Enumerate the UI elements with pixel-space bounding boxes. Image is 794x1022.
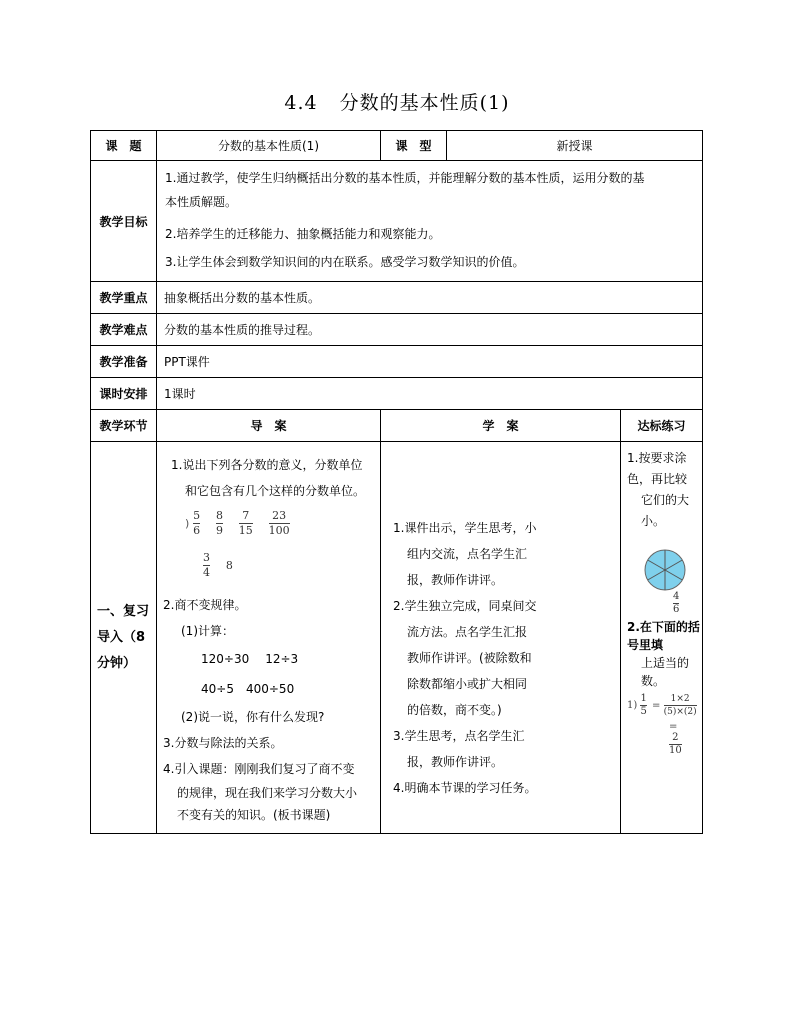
pie-chart: [627, 548, 702, 592]
study-item-line: 流方法。点名学生汇报: [407, 624, 528, 639]
eq-right: $\frac{2}{10}$: [669, 731, 682, 756]
study-item-line: 4.明确本节课的学习任务。: [393, 780, 537, 795]
practice-header: 达标练习: [621, 410, 703, 442]
fraction: $\frac{7}{15}$: [238, 509, 253, 537]
pie-fraction: $\frac{4}{6}$: [673, 591, 680, 615]
row2-extra: 8: [225, 559, 233, 572]
course-value: 分数的基本性质(1): [157, 131, 381, 161]
practice-p1-line: 1.按要求涂色，再比较: [627, 451, 688, 486]
guide-q3: 3.分数与除法的关系。: [163, 736, 283, 750]
goal-line: 3.让学生体会到数学知识间的内在联系。感受学习数学知识的价值。: [165, 255, 525, 269]
practice-p2-line: 2.在下面的括号里填: [627, 620, 700, 652]
practice-p1-line: 它们的大小。: [641, 493, 690, 528]
type-value: 新授课: [447, 131, 703, 161]
study-item-line: 组内交流，点名学生汇: [407, 546, 528, 561]
pie-icon: [643, 548, 687, 592]
study-item-line: 报，教师作讲评。: [407, 572, 504, 587]
study-item-line: 3.学生思考，点名学生汇: [393, 728, 525, 743]
calc-row-1: 120÷30 12÷3: [201, 652, 299, 666]
row-key: [91, 282, 703, 314]
guide-header: 导 案: [157, 410, 381, 442]
stage-header: 教学环节: [91, 410, 157, 442]
guide-q4-line: 不变有关的知识。(板书课题): [177, 808, 331, 822]
practice-p2-line: 上适当的数。: [641, 656, 690, 688]
fraction-row-2: [157, 544, 380, 586]
study-item-line: 除数都缩小或扩大相同: [407, 676, 528, 691]
row-hours: [91, 378, 703, 410]
guide-q2-1: (1)计算：: [181, 624, 234, 638]
difficulty-value: 分数的基本性质的推导过程。: [157, 314, 703, 346]
guide-content: [157, 442, 381, 834]
fraction: $\frac{8}{9}$: [215, 509, 223, 537]
key-value: 抽象概括出分数的基本性质。: [157, 282, 703, 314]
row-prep: [91, 346, 703, 378]
guide-q4-line: 4.引入课题：刚刚我们复习了商不变: [163, 762, 355, 776]
guide-q2: 2.商不变规律。: [163, 598, 247, 612]
study-item-line: 报，教师作讲评。: [407, 754, 504, 769]
fraction: $\frac{3}{4}$: [203, 551, 210, 579]
guide-q4-line: 的规律，现在我们来学习分数大小: [177, 786, 358, 800]
key-label: 教学重点: [91, 282, 157, 314]
goals-label: 教学目标: [91, 161, 157, 282]
row-column-headers: [91, 410, 703, 442]
pie-fraction-wrap: [627, 592, 702, 618]
equation: 1) $\frac{1}{5}$ = $\frac{1\times 2}{(5)\times(2)}$: [627, 693, 697, 717]
hours-label: 课时安排: [91, 378, 157, 410]
goal-line: 1.通过教学，使学生归纳概括出分数的基本性质，并能理解分数的基本性质，运用分数的基: [165, 171, 645, 185]
section-label-line: 分钟）: [97, 655, 137, 671]
equation-line-2: = $\frac{2}{10}$: [669, 721, 682, 756]
row-difficulty: [91, 314, 703, 346]
goal-line: 2.培养学生的迁移能力、抽象概括能力和观察能力。: [165, 227, 441, 241]
hours-value: 1课时: [157, 378, 703, 410]
prep-label: 教学准备: [91, 346, 157, 378]
goal-line: 本性质解题。: [165, 195, 238, 209]
lesson-plan-table: [90, 130, 703, 834]
row-course: [91, 131, 703, 161]
difficulty-label: 教学难点: [91, 314, 157, 346]
goals-content: [157, 161, 703, 282]
section-label-line: 导入（8: [97, 629, 146, 645]
fraction: $\frac{23}{100}$: [268, 509, 290, 537]
study-item-line: 的倍数，商不变。): [407, 702, 502, 717]
prep-value: PPT课件: [157, 346, 703, 378]
fraction: $\frac{5}{6}$: [193, 509, 201, 537]
practice-content: [621, 442, 703, 834]
eq-left: $\frac{1}{5}$: [640, 693, 647, 717]
calc-row-2: 40÷5 400÷50: [201, 682, 295, 696]
row1-prefix: ): [185, 517, 190, 530]
title-number: 4.4: [284, 92, 318, 114]
row-section-review: [91, 442, 703, 834]
study-header: 学 案: [381, 410, 621, 442]
guide-q2-2: (2)说一说，你有什么发现?: [181, 710, 325, 724]
eq-mid: $\frac{1\times 2}{(5)\times(2)}$: [663, 694, 697, 717]
study-item-line: 教师作讲评。(被除数和: [407, 650, 532, 665]
study-item-line: 1.课件出示，学生思考，小: [393, 520, 537, 535]
row-goals: [91, 161, 703, 282]
type-label: 课 型: [381, 131, 447, 161]
section-label-line: 一、复习: [97, 603, 150, 619]
section-label: [91, 442, 157, 834]
fraction-row-1: [157, 504, 380, 544]
course-label: 课 题: [91, 131, 157, 161]
guide-q1-line: 1.说出下列各分数的意义，分数单位: [171, 458, 363, 472]
study-content: [381, 442, 621, 834]
guide-q1-line: 和它包含有几个这样的分数单位。: [185, 484, 366, 498]
study-item-line: 2.学生独立完成，同桌间交: [393, 598, 537, 613]
page-title: [0, 88, 794, 115]
title-text: 分数的基本性质(1): [339, 92, 510, 114]
